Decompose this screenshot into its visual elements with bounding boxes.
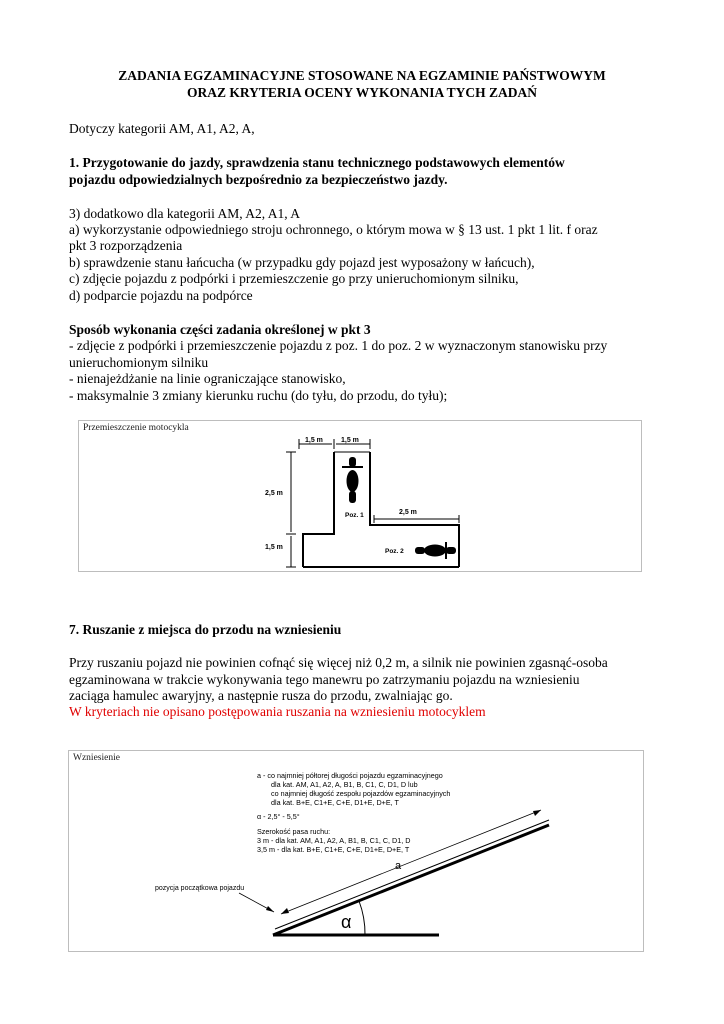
figure-motorcycle-displacement [78,420,642,572]
method-line: - zdjęcie z podpórki i przemieszczenie pojazdu z poz. 1 do poz. 2 w wyznaczonym stanowisku przy [69,338,608,353]
figure2-caption: Wzniesienie [73,753,120,763]
dimension-a-arrow [281,810,541,914]
method-line: - nienajeżdżanie na linie ograniczające stanowisko, [69,371,346,386]
legend-line: dla kat. AM, A1, A2, A, B1, B, C1, C, D1, D lub [271,780,418,789]
dim-right: 2,5 m [399,509,417,516]
label-alpha: α [341,912,352,932]
title-line-1: ZADANIA EGZAMINACYJNE STOSOWANE NA EGZAMINIE PAŃSTWOWYM [118,68,606,83]
dim-left-lower: 1,5 m [265,544,283,551]
method-heading: Sposób wykonania części zadania określonej w pkt 3 [69,322,371,337]
arrowhead [266,906,274,912]
document-title [60,67,664,101]
section1-item: a) wykorzystanie odpowiedniego stroju ochronnego, o którym mowa w § 13 ust. 1 pkt 1 lit. f oraz [69,222,598,237]
pos1-label: Poz. 1 [345,512,364,519]
section1-sub-heading: 3) dodatkowo dla kategorii AM, A2, A1, A [69,206,300,221]
section7-line: zaciąga hamulec awaryjny, a następnie rusza do przodu, zwalniając go. [69,688,453,703]
section7-line: egzaminowana w trakcie wykonywania tego manewru po zatrzymaniu pojazdu na wzniesieniu [69,672,580,687]
figure-incline [68,750,644,952]
section7-line: Przy ruszaniu pojazd nie powinien cofnąć się więcej niż 0,2 m, a silnik nie powinien zgasnąć-osoba [69,655,608,670]
legend-line-alpha: α - 2,5° - 5,5° [257,812,300,821]
legend-line: 3,5 m - dla kat. B+E, C1+E, C+E, D1+E, D+E, T [257,845,410,854]
dim-top-right: 1,5 m [341,437,359,444]
legend-line: dla kat. B+E, C1+E, C+E, D1+E, D+E, T [271,798,399,807]
arrowhead [281,908,289,914]
method-line: unieruchomionym silniku [69,355,209,370]
category-line: Dotyczy kategorii AM, A1, A2, A, [69,121,255,136]
start-position-label: pozycja początkowa pojazdu [155,885,245,892]
pos2-label: Poz. 2 [385,548,404,555]
legend-line: Szerokość pasa ruchu: [257,827,331,836]
section1-item: b) sprawdzenie stanu łańcucha (w przypadku gdy pojazd jest wyposażony w łańcuch), [69,255,535,270]
figure2-diagram [69,751,643,951]
arrowhead [533,810,541,816]
figure1-caption: Przemieszczenie motocykla [83,423,189,433]
section1-heading-line-1: 1. Przygotowanie do jazdy, sprawdzenia stanu technicznego podstawowych elementów [69,155,565,170]
section7-heading: 7. Ruszanie z miejsca do przodu na wzniesieniu [69,622,342,637]
method-line: - maksymalnie 3 zmiany kierunku ruchu (do tyłu, do przodu, do tyłu); [69,388,448,403]
legend-line: 3 m - dla kat. AM, A1, A2, A, B1, B, C1, C, D1, D [257,836,411,845]
section7-note: W kryteriach nie opisano postępowania ruszania na wzniesieniu motocyklem [69,704,486,719]
section1-heading-line-2: pojazdu odpowiedzialnych bezpośrednio za bezpieczeństwo jazdy. [69,172,448,187]
motorcycle-pos1-icon [342,457,363,503]
legend-line: co najmniej długość zespołu pojazdów egzaminacyjnych [271,789,451,798]
title-line-2: ORAZ KRYTERIA OCENY WYKONANIA TYCH ZADAŃ [187,85,537,100]
section1-item: c) zdjęcie pojazdu z podpórki i przemieszczenie go przy unieruchomionym silniku, [69,271,519,286]
section1-item: d) podparcie pojazdu na podpórce [69,288,253,303]
dim-top-left: 1,5 m [305,437,323,444]
label-a: a [395,860,402,872]
motorcycle-pos2-icon [415,542,456,559]
alpha-arc [359,901,365,935]
figure1-diagram [79,421,641,571]
section1-item: pkt 3 rozporządzenia [69,238,183,253]
station-outline-left [303,452,334,567]
dim-left-upper: 2,5 m [265,490,283,497]
legend-line-a: a - co najmniej półtorej długości pojazdu egzaminacyjnego [257,771,443,780]
